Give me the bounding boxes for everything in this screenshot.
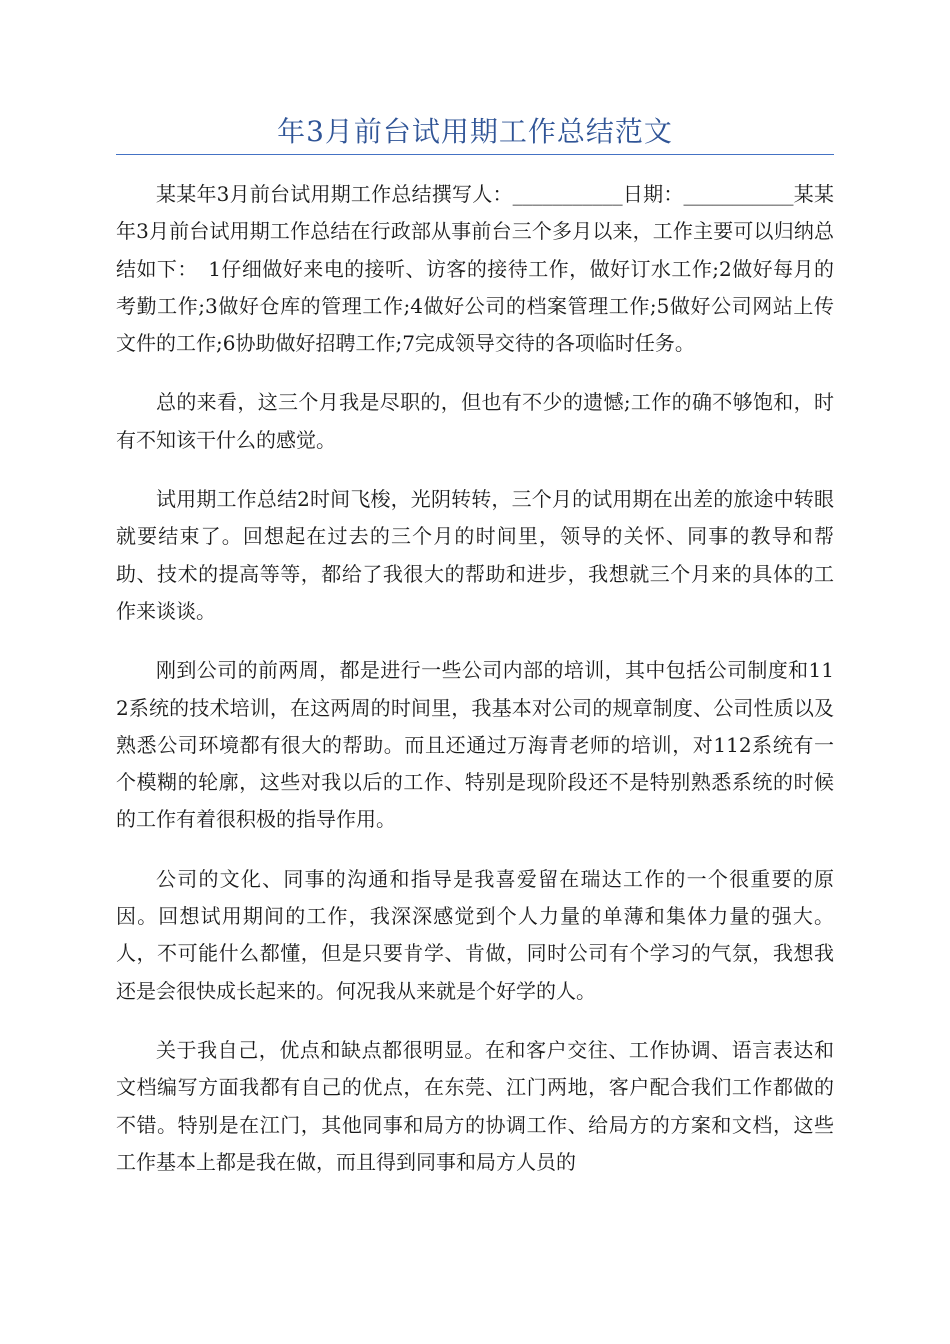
paragraph-1: 某某年3月前台试用期工作总结撰写人：___________日期：___________某某年3月前台试用期工作总结在行政部从事前台三个多月以来，工作主要可以归纳总结如下： 1仔细做好来电的接听、访客的接待工作，做好订水工作;2做好每月的考勤工作;3做好仓库的管理工作;4做好公司的档案管理工作;5做好公司网站上传文件的工作;6协助做好招聘工作;7完成领导交待的各项临时任务。 (116, 182, 834, 356)
paragraph-4: 刚到公司的前两周，都是进行一些公司内部的培训，其中包括公司制度和112系统的技术培训，在这两周的时间里，我基本对公司的规章制度、公司性质以及熟悉公司环境都有很大的帮助。而且还通过万海青老师的培训，对112系统有一个模糊的轮廓，这些对我以后的工作、特别是现阶段还不是特别熟悉系统的时候的工作有着很积极的指导作用。 (116, 658, 834, 832)
document-body (116, 176, 834, 1203)
paragraph-5: 公司的文化、同事的沟通和指导是我喜爱留在瑞达工作的一个很重要的原因。回想试用期间的工作，我深深感觉到个人力量的单薄和集体力量的强大。人，不可能什么都懂，但是只要肯学、肯做，同时公司有个学习的气氛，我想我还是会很快成长起来的。何况我从来就是个好学的人。 (116, 866, 834, 1003)
title-underline (116, 154, 834, 155)
document-title: 年3月前台试用期工作总结范文 (277, 115, 673, 148)
paragraph-2: 总的来看，这三个月我是尽职的，但也有不少的遗憾;工作的确不够饱和，时有不知该干什么的感觉。 (116, 390, 834, 452)
paragraph-6: 关于我自己，优点和缺点都很明显。在和客户交往、工作协调、语言表达和文档编写方面我都有自己的优点，在东莞、江门两地，客户配合我们工作都做的不错。特别是在江门，其他同事和局方的协调工作、给局方的方案和文档，这些工作基本上都是我在做，而且得到同事和局方人员的 (116, 1037, 834, 1174)
paragraph-3: 试用期工作总结2时间飞梭，光阴转转，三个月的试用期在出差的旅途中转眼就要结束了。回想起在过去的三个月的时间里，领导的关怀、同事的教导和帮助、技术的提高等等，都给了我很大的帮助和进步，我想就三个月来的具体的工作来谈谈。 (116, 487, 834, 623)
